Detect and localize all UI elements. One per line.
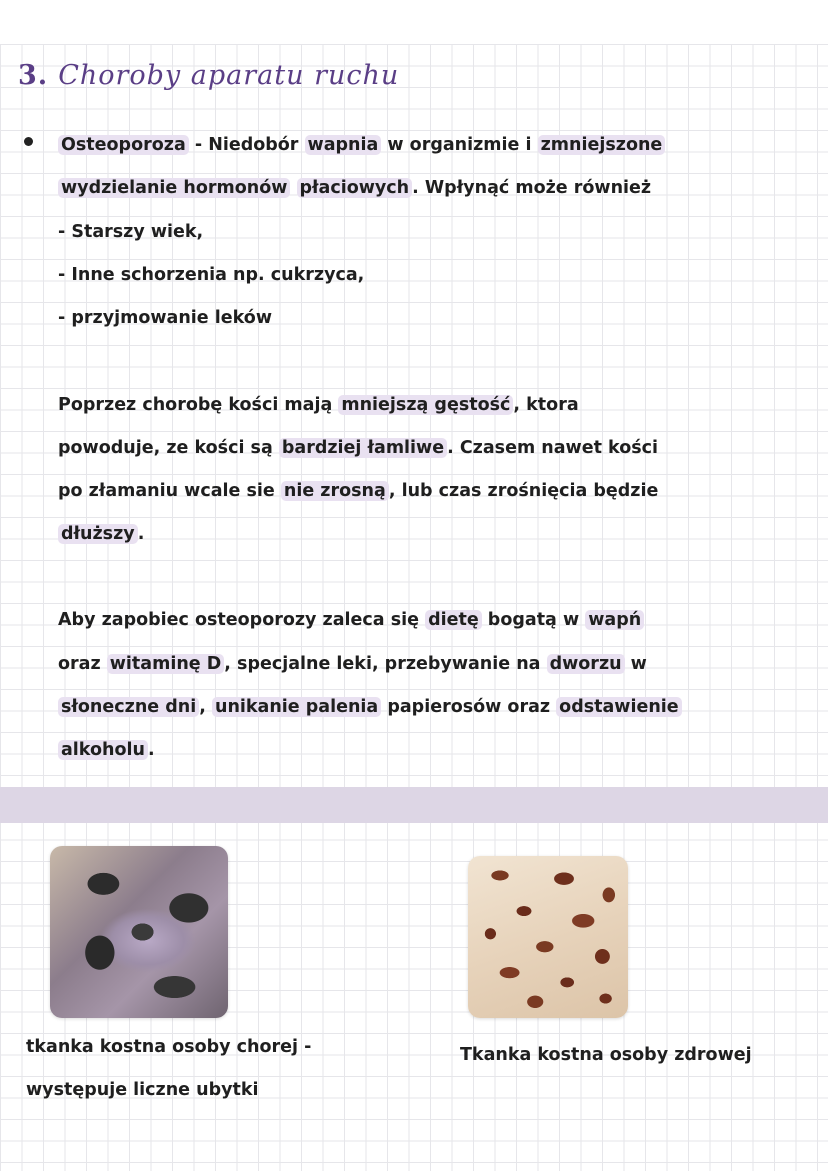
highlighted-text: zmniejszone	[538, 135, 666, 155]
sick-caption-line1: tkanka kostna osoby chorej -	[26, 1037, 312, 1057]
text-segment: oraz	[58, 654, 107, 674]
text-segment: papierosów oraz	[381, 697, 557, 717]
text-segment: - Starszy wiek,	[58, 222, 204, 242]
text-line	[58, 521, 144, 547]
heading-text: Choroby aparatu ruchu	[58, 60, 400, 91]
text-segment: powoduje, ze kości są	[58, 438, 279, 458]
healthy-bone-tissue-image	[468, 856, 628, 1018]
sick-caption-line2: występuje liczne ubytki	[26, 1080, 259, 1100]
text-segment: - Niedobór	[188, 135, 305, 155]
text-line	[58, 607, 644, 633]
text-segment: w organizmie i	[381, 135, 538, 155]
text-line	[58, 392, 579, 418]
text-line	[58, 694, 682, 720]
highlighted-text: płaciowych	[297, 178, 413, 198]
highlighted-text: Osteoporoza	[58, 135, 189, 155]
heading-number: 3.	[18, 60, 49, 91]
text-line	[58, 219, 203, 245]
highlighted-text: wapń	[585, 610, 644, 630]
highlighted-text: słoneczne dni	[58, 697, 199, 717]
text-segment: , specjalne leki, przebywanie na	[224, 654, 547, 674]
highlighted-text: wapnia	[305, 135, 382, 155]
highlighted-text: unikanie palenia	[212, 697, 381, 717]
highlighted-text: bardziej łamliwe	[279, 438, 447, 458]
highlighted-text: witaminę D	[107, 654, 225, 674]
text-segment: , lub czas zrośnięcia będzie	[388, 481, 659, 501]
text-segment: - Inne schorzenia np. cukrzyca,	[58, 265, 365, 285]
text-segment: po złamaniu wcale sie	[58, 481, 281, 501]
text-segment	[290, 178, 296, 198]
highlighted-text: alkoholu	[58, 740, 148, 760]
text-segment: . Wpłynąć może również	[412, 178, 652, 198]
text-line	[58, 175, 651, 201]
highlighted-text: mniejszą gęstość	[338, 395, 513, 415]
page-top-margin	[0, 0, 828, 44]
text-line	[58, 478, 658, 504]
highlighted-text: dietę	[425, 610, 482, 630]
text-segment: w	[624, 654, 647, 674]
text-line	[58, 262, 364, 288]
section-heading	[18, 60, 399, 91]
healthy-caption: Tkanka kostna osoby zdrowej	[460, 1045, 752, 1065]
text-line	[58, 435, 658, 461]
text-segment: .	[137, 524, 145, 544]
highlighted-text: odstawienie	[556, 697, 682, 717]
text-line	[58, 305, 272, 331]
text-segment: Aby zapobiec osteoporozy zaleca się	[58, 610, 426, 630]
text-line	[58, 132, 665, 158]
highlighted-text: dworzu	[547, 654, 625, 674]
highlighted-text: nie zrosną	[281, 481, 389, 501]
text-line	[58, 651, 647, 677]
sick-bone-tissue-image	[50, 846, 228, 1018]
text-segment: - przyjmowanie leków	[58, 308, 272, 328]
text-segment: bogatą w	[481, 610, 586, 630]
divider-band	[0, 787, 828, 823]
bullet-icon	[24, 137, 33, 146]
highlighted-text: dłuższy	[58, 524, 138, 544]
text-segment: ,	[199, 697, 212, 717]
text-segment: Poprzez chorobę kości mają	[58, 395, 339, 415]
text-line	[58, 737, 155, 763]
text-segment: . Czasem nawet kości	[447, 438, 659, 458]
text-segment: , ktora	[513, 395, 579, 415]
text-segment: .	[147, 740, 155, 760]
highlighted-text: wydzielanie hormonów	[58, 178, 290, 198]
